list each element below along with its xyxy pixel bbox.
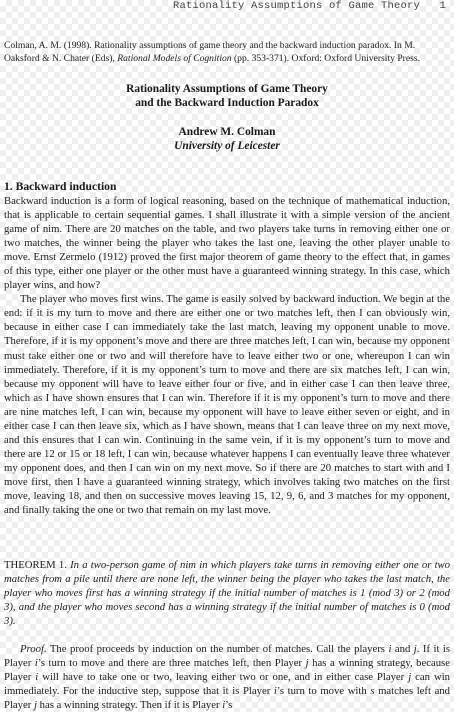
paper-title-line-2: and the Backward Induction Paradox — [135, 97, 319, 109]
proof-var: i — [35, 671, 39, 684]
proof-text: has a winning strategy, because Player — [4, 657, 451, 684]
proof-text: ’s turn to move and there are three matches left, then Player — [37, 657, 303, 670]
proof-var: j — [33, 699, 37, 712]
proof-var: s — [370, 685, 375, 698]
proof-block — [4, 642, 450, 712]
proof-var: j — [413, 643, 417, 655]
proof-var: j — [408, 671, 412, 684]
citation-prefix: Colman, A. M. (1998). Rationality assumptions of game theory and the backward induction paradox. In M. Oaksford & N. Chater (Eds), — [4, 40, 416, 64]
paragraph-1: Backward induction is a form of logical reasoning, based on the technique of mathematical induction, that is applicable to certain sequential games. I shall illustrate it with a simple version of the ancient game of nim. There are 20 matches on the table, and two players take turns in removing either one or two matches, the winner being the player who takes the last one, leaving the other player unable to move. Ernst Zermelo (1912) proved the first major theorem of game theory to the effect that, in games of this type, either one player or the other must have a guaranteed winning strategy. In this case, which player wins, and how? — [4, 195, 450, 292]
running-head: Rationality Assumptions of Game Theory 1 — [172, 0, 446, 12]
proof-text: will have to take one or two, leaving either two or one, and in either case Player — [42, 671, 405, 684]
proof-label: Proof. — [20, 643, 47, 655]
section-heading: 1. Backward induction — [4, 180, 117, 193]
proof-text: matches left and Player — [4, 685, 450, 712]
paragraph-2: The player who moves first wins. The game is easily solved by backward induction. We begin at the end: if it is my turn to move and there are either one or two matches left, then I can obviously win, because in either case I can immediately take the last match, leaving my opponent unable to move. Therefore, if it is my opponent’s move and there are three matches left, I can win, because my opponent must take either one or two and will therefore have to leave either two or one, whereupon I can win immediately. Therefore, if it is my opponent’s turn to move and there are six matches left, I can win, because my opponent will have to leave either four or five, and in either case I can then leave three, which as I have shown ensures that I can win. Therefore if it is my opponent’s turn to move and there are nine matches left, I can win, because my opponent will have to leave either seven or eight, and in either case I can then leave six, which as I have shown, means that I can leave three on my next move, and this ensures that I can win. Continuing in the same vein, if it is my opponent’s turn to move and there are 12 or 15 or 18 left, I can win, because whatever happens I can eventually leave three whatever my opponent does, and then I can win on my next move. So if there are 20 matches to start with and I move first, then I have a guaranteed winning strategy, which involves taking two matches on the first move, leaving 18, and then on successive moves leaving 15, 12, 9, 6, and 3 matches for my opponent, and finally taking the one or two that remain on my last move. — [4, 293, 450, 517]
proof-text: ’s — [225, 699, 233, 712]
paper-title-line-1: Rationality Assumptions of Game Theory — [126, 83, 328, 95]
proof-text: . If it is Player — [4, 643, 451, 670]
proof-text: The proof proceeds by induction on the number of matches. Call the players — [49, 643, 385, 655]
author-name: Andrew M. Colman — [178, 126, 276, 138]
theorem-label: THEOREM 1. — [4, 559, 67, 571]
author-affiliation: University of Leicester — [174, 140, 280, 152]
paper-title — [0, 82, 454, 110]
proof-var: i — [273, 685, 277, 698]
citation-book-title: Rational Models of Cognition — [117, 52, 232, 64]
citation — [4, 40, 450, 65]
proof-var: i — [388, 643, 392, 655]
theorem-statement: In a two-person game of nim in which players take turns in removing either one or two matches from a pile until there are none left, the winner being the player who takes the last match, the player who moves first has a winning strategy if the initial number of matches is 1 (mod 3) or 2 (mod 3), and the player who moves second has a winning strategy if the initial number of matches is 0 (mod 3). — [4, 559, 451, 628]
author-block — [0, 125, 454, 153]
proof-text: has a winning strategy. Then if it is Player — [39, 699, 220, 712]
proof-var: i — [222, 699, 226, 712]
theorem-block — [4, 558, 450, 628]
body-paragraphs — [4, 194, 450, 517]
proof-text: ’s turn to move with — [276, 685, 367, 698]
proof-var: j — [305, 657, 309, 670]
proof-text: can win immediately. For the inductive step, suppose that it is Player — [4, 671, 451, 698]
proof-text: and — [394, 643, 411, 655]
proof-var: i — [34, 657, 38, 670]
citation-suffix: (pp. 353-371). Oxford: Oxford University Press. — [233, 52, 420, 64]
